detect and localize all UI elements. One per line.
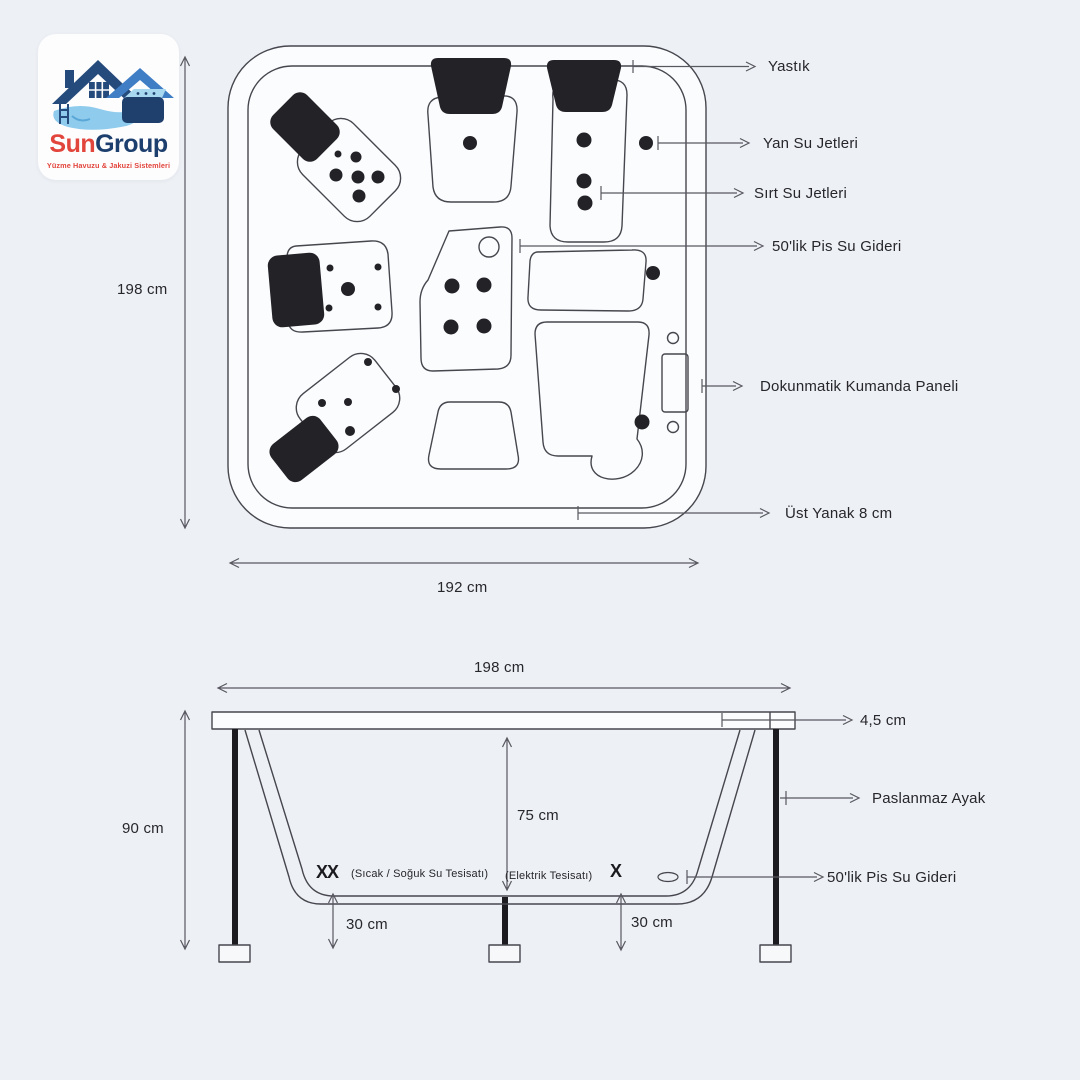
callout-ust-yanak: Üst Yanak 8 cm [785, 505, 893, 522]
dim-sideview-width: 198 cm [474, 659, 525, 676]
dim-sideview-height: 90 cm [122, 820, 164, 837]
brand-name [38, 130, 179, 159]
dim-clearance-left: 30 cm [346, 916, 388, 933]
electric-mark: X [610, 861, 622, 881]
logo-icon [38, 34, 179, 130]
brand-tagline: Yüzme Havuzu & Jakuzi Sistemleri [46, 161, 171, 170]
dim-topview-width: 192 cm [437, 579, 488, 596]
jet-topmiddle [463, 136, 477, 150]
electric-note: (Elektrik Tesisatı) [505, 870, 593, 882]
dim-inner-depth: 75 cm [517, 807, 559, 824]
lounge-jet [635, 415, 650, 430]
dim-clearance-right: 30 cm [631, 914, 673, 931]
water-supply-note: (Sıcak / Soğuk Su Tesisatı) [351, 868, 489, 880]
feet [219, 945, 791, 962]
top-view-diagram [228, 46, 706, 528]
brand-group: Group [95, 130, 168, 158]
bottom-drain [658, 873, 678, 882]
logo-card [38, 34, 179, 180]
callout-yastik: Yastık [768, 58, 810, 75]
dim-topview-height: 198 cm [117, 281, 168, 298]
dim-rim-thickness: 4,5 cm [860, 712, 907, 729]
brand-sun: Sun [49, 130, 96, 158]
rim-profile [212, 712, 795, 729]
legs [232, 729, 779, 945]
pillow-topright [547, 60, 621, 112]
water-supply-mark: XX [316, 862, 339, 882]
pillow-topmiddle [431, 58, 511, 114]
jacuzzi-icon [122, 89, 166, 123]
callout-pis-su-gideri-side: 50'lik Pis Su Gideri [827, 869, 957, 886]
window-icon [89, 82, 109, 98]
callout-pis-su-gideri-top: 50'lik Pis Su Gideri [772, 238, 902, 255]
pillow-middleleft [267, 252, 325, 328]
callout-yan-su-jetleri: Yan Su Jetleri [763, 135, 859, 152]
callout-sirt-su-jetleri: Sırt Su Jetleri [754, 185, 848, 202]
callout-kumanda-paneli: Dokunmatik Kumanda Paneli [760, 378, 959, 395]
side-view-diagram [212, 712, 795, 962]
callout-paslanmaz-ayak: Paslanmaz Ayak [872, 790, 986, 807]
